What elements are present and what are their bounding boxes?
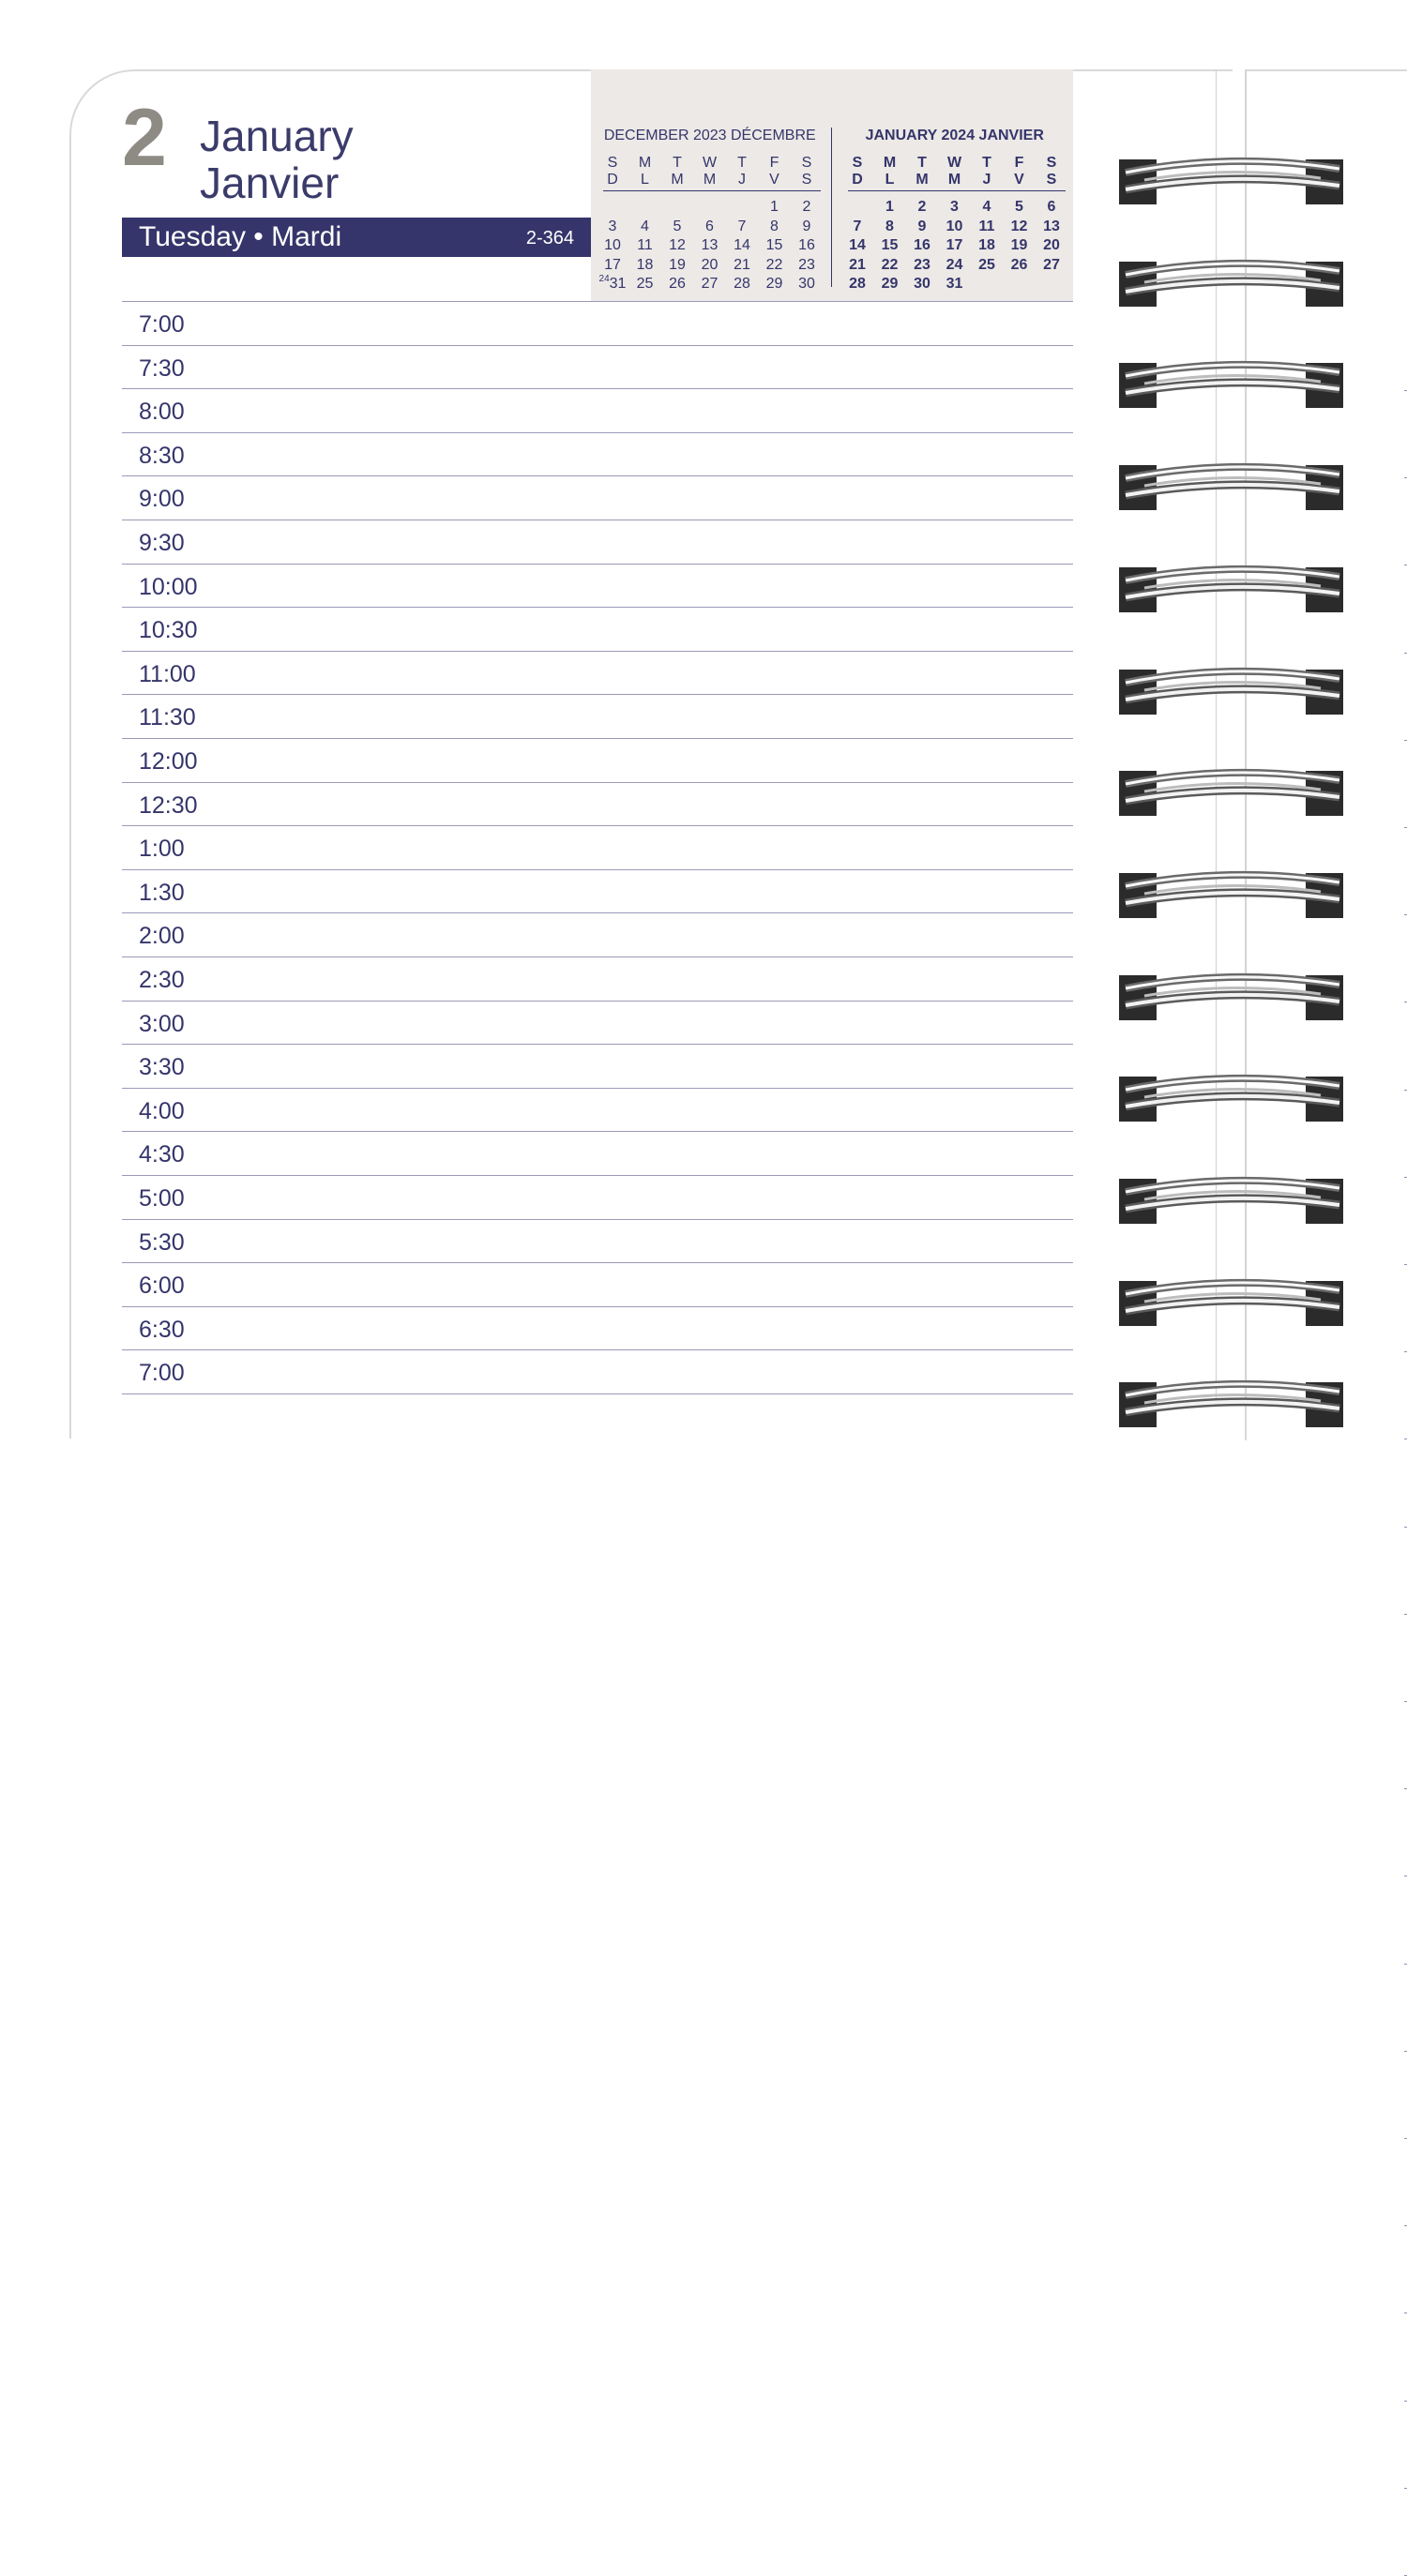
calendar-day: 6 — [705, 218, 714, 234]
calendar-day: 16 — [914, 237, 930, 253]
calendar-day: 10 — [604, 237, 621, 253]
time-slot-label: 7:30 — [139, 355, 185, 382]
time-slot-rule — [122, 1175, 1073, 1176]
weekday-label: Tuesday • Mardi — [139, 221, 342, 252]
calendar-day: 25 — [636, 276, 654, 292]
calendar-day: 17 — [604, 256, 621, 273]
time-slot-label: 3:00 — [139, 1011, 185, 1037]
time-slot-label: 6:30 — [139, 1317, 185, 1343]
calendar-day: 31 — [946, 276, 963, 292]
time-slot-label: 1:00 — [139, 836, 185, 862]
weekday-header-en: T — [917, 155, 927, 171]
time-slot-label: 12:00 — [139, 748, 198, 775]
binding-ring — [1116, 1171, 1347, 1229]
time-slot-rule — [122, 738, 1073, 739]
calendar-day: 11 — [978, 218, 995, 234]
weekday-header-en: T — [737, 155, 747, 171]
binding-ring — [1116, 968, 1347, 1026]
binding-ring — [1116, 560, 1347, 618]
weekday-header-fr: M — [703, 172, 717, 188]
calendar-day: 19 — [669, 256, 686, 273]
time-slot-rule — [122, 1349, 1073, 1350]
mini-calendar-title: JANUARY 2024 JANVIER — [865, 128, 1044, 143]
calendar-day: 4 — [982, 199, 991, 215]
time-slot-label: 8:30 — [139, 443, 185, 469]
time-slot-label: 2:30 — [139, 967, 185, 993]
weekday-header-en: W — [702, 155, 718, 171]
calendar-day: 18 — [636, 256, 654, 273]
binding-ring — [1116, 763, 1347, 821]
calendar-day: 3 — [950, 199, 959, 215]
calendar-day: 12 — [1010, 218, 1028, 234]
weekday-header-en: M — [883, 155, 897, 171]
time-slot-label: 7:00 — [139, 1360, 185, 1386]
calendar-day: 23 — [914, 256, 930, 273]
calendar-day: 28 — [849, 276, 866, 292]
calendar-day: 1 — [885, 199, 894, 215]
weekday-header-fr: V — [769, 172, 779, 188]
calendar-day: 28 — [734, 276, 750, 292]
calendar-day: 9 — [802, 218, 811, 234]
time-slot-rule — [122, 1131, 1073, 1132]
weekday-bar — [122, 218, 591, 257]
time-slot-rule — [122, 475, 1073, 476]
weekday-header-en: S — [852, 155, 863, 171]
calendar-day: 14 — [734, 237, 750, 253]
calendar-day: 2 — [802, 199, 811, 215]
calendar-day: 30 — [798, 276, 815, 292]
weekday-header-fr: L — [885, 172, 895, 188]
mini-calendar-title: DECEMBER 2023 DÉCEMBRE — [603, 128, 816, 143]
calendar-day: 22 — [881, 256, 899, 273]
binding-ring — [1116, 1069, 1347, 1127]
binding-ring — [1116, 1375, 1347, 1433]
calendar-day: 10 — [946, 218, 963, 234]
time-slot-label: 9:00 — [139, 486, 185, 512]
time-slot-label: 6:00 — [139, 1273, 185, 1299]
weekday-header-en: S — [607, 155, 618, 171]
binding-ring — [1116, 662, 1347, 720]
weekday-header-en: T — [982, 155, 991, 171]
calendar-day: 2 — [917, 199, 927, 215]
time-slot-label: 5:30 — [139, 1229, 185, 1256]
calendar-day: 9 — [917, 218, 927, 234]
binding-ring — [1116, 355, 1347, 414]
weekday-header-en: W — [946, 155, 962, 171]
calendar-day: 12 — [669, 237, 686, 253]
weekday-header-fr: D — [852, 172, 863, 188]
time-slot-rule — [122, 432, 1073, 433]
time-slot-label: 10:00 — [139, 574, 198, 600]
time-slot-rule — [122, 782, 1073, 783]
calendar-day: 5 — [1015, 199, 1023, 215]
calendar-day: 6 — [1047, 199, 1056, 215]
binding-ring — [1116, 866, 1347, 924]
time-slot-rule — [122, 607, 1073, 608]
weekday-header-fr: J — [738, 172, 746, 188]
time-slot-label: 4:00 — [139, 1098, 185, 1124]
calendar-day: 16 — [798, 237, 815, 253]
month-english: January — [200, 112, 354, 160]
weekday-header-fr: M — [671, 172, 684, 188]
day-count: 2-364 — [525, 228, 574, 249]
calendar-day: 8 — [885, 218, 894, 234]
time-slot-label: 12:30 — [139, 792, 198, 819]
weekday-header-fr: M — [915, 172, 929, 188]
weekday-header-en: S — [801, 155, 812, 171]
time-slot-rule — [122, 345, 1073, 346]
calendar-day: 22 — [765, 256, 783, 273]
calendar-day: 5 — [673, 218, 682, 234]
calendar-day: 7 — [853, 218, 862, 234]
calendar-divider — [831, 128, 832, 287]
binding-ring — [1116, 458, 1347, 516]
time-slot-label: 3:30 — [139, 1054, 185, 1080]
time-slot-label: 5:00 — [139, 1185, 185, 1212]
time-slot-label: 2:00 — [139, 923, 185, 949]
time-slot-label: 11:30 — [139, 704, 196, 731]
time-slot-label: 7:00 — [139, 311, 185, 338]
time-slot-label: 11:00 — [139, 661, 196, 687]
binding-ring — [1116, 152, 1347, 210]
time-slot-rule — [122, 1088, 1073, 1089]
time-slot-rule — [122, 694, 1073, 695]
weekday-header-en: F — [769, 155, 779, 171]
calendar-day: 30 — [914, 276, 930, 292]
time-slot-rule — [122, 1393, 1073, 1394]
time-slot-rule — [122, 912, 1073, 913]
weekday-header-en: T — [673, 155, 682, 171]
time-slot-rule — [122, 388, 1073, 389]
calendar-header-rule — [848, 190, 1066, 191]
time-slot-label: 10:30 — [139, 617, 198, 643]
mini-calendars — [591, 69, 1073, 302]
time-slot-rule — [122, 564, 1073, 565]
calendar-day: 15 — [881, 237, 899, 253]
weekday-header-fr: S — [1046, 172, 1057, 188]
time-slot-label: 4:30 — [139, 1141, 185, 1167]
day-number: 2 — [122, 93, 167, 183]
calendar-day: 24 — [946, 256, 963, 273]
weekday-header-en: M — [638, 155, 652, 171]
calendar-day: 20 — [1043, 237, 1060, 253]
time-slot-rule — [122, 1262, 1073, 1263]
calendar-day: 4 — [641, 218, 649, 234]
weekday-header-fr: L — [641, 172, 649, 188]
time-slot-rule — [122, 825, 1073, 826]
weekday-header-en: S — [1046, 155, 1057, 171]
calendar-day: 27 — [1043, 256, 1060, 273]
calendar-day: 7 — [737, 218, 747, 234]
weekday-header-fr: V — [1014, 172, 1024, 188]
calendar-day: 26 — [1010, 256, 1028, 273]
calendar-day: 15 — [765, 237, 783, 253]
calendar-day: 21 — [734, 256, 750, 273]
calendar-day: 26 — [669, 276, 686, 292]
calendar-header-rule — [603, 190, 821, 191]
calendar-day: 19 — [1010, 237, 1028, 253]
weekday-header-fr: D — [607, 172, 618, 188]
time-slot-rule — [122, 651, 1073, 652]
calendar-day: 29 — [881, 276, 899, 292]
binding-ring — [1116, 1273, 1347, 1332]
time-slot-rule — [122, 1044, 1073, 1045]
calendar-day: 8 — [770, 218, 779, 234]
time-slot-rule — [122, 1219, 1073, 1220]
calendar-day: 23 — [798, 256, 815, 273]
time-slot-label: 8:00 — [139, 399, 185, 425]
calendar-day: 13 — [1043, 218, 1060, 234]
calendar-day: 27 — [701, 276, 719, 292]
month-french: Janvier — [200, 158, 340, 207]
calendar-day: 1 — [770, 199, 779, 215]
time-slot-rule — [122, 301, 1073, 302]
calendar-day: 14 — [849, 237, 866, 253]
weekday-header-fr: J — [982, 172, 991, 188]
calendar-day: $^{24}$31 — [598, 274, 627, 292]
calendar-day: 29 — [765, 276, 783, 292]
time-slot-rule — [122, 869, 1073, 870]
calendar-day: 11 — [637, 237, 653, 253]
calendar-day: 18 — [978, 237, 995, 253]
calendar-day: 3 — [608, 218, 617, 234]
time-slot-label: 9:30 — [139, 530, 185, 556]
time-slot-rule — [122, 1306, 1073, 1307]
binding-ring — [1116, 254, 1347, 312]
calendar-day: 20 — [701, 256, 719, 273]
weekday-header-fr: M — [947, 172, 961, 188]
calendar-day: 21 — [849, 256, 866, 273]
weekday-header-en: F — [1014, 155, 1024, 171]
time-slot-label: 1:30 — [139, 880, 185, 906]
time-slot-rule — [122, 1001, 1073, 1002]
weekday-header-fr: S — [801, 172, 812, 188]
calendar-day: 13 — [701, 237, 719, 253]
calendar-day: 25 — [978, 256, 995, 273]
calendar-day: 17 — [946, 237, 963, 253]
